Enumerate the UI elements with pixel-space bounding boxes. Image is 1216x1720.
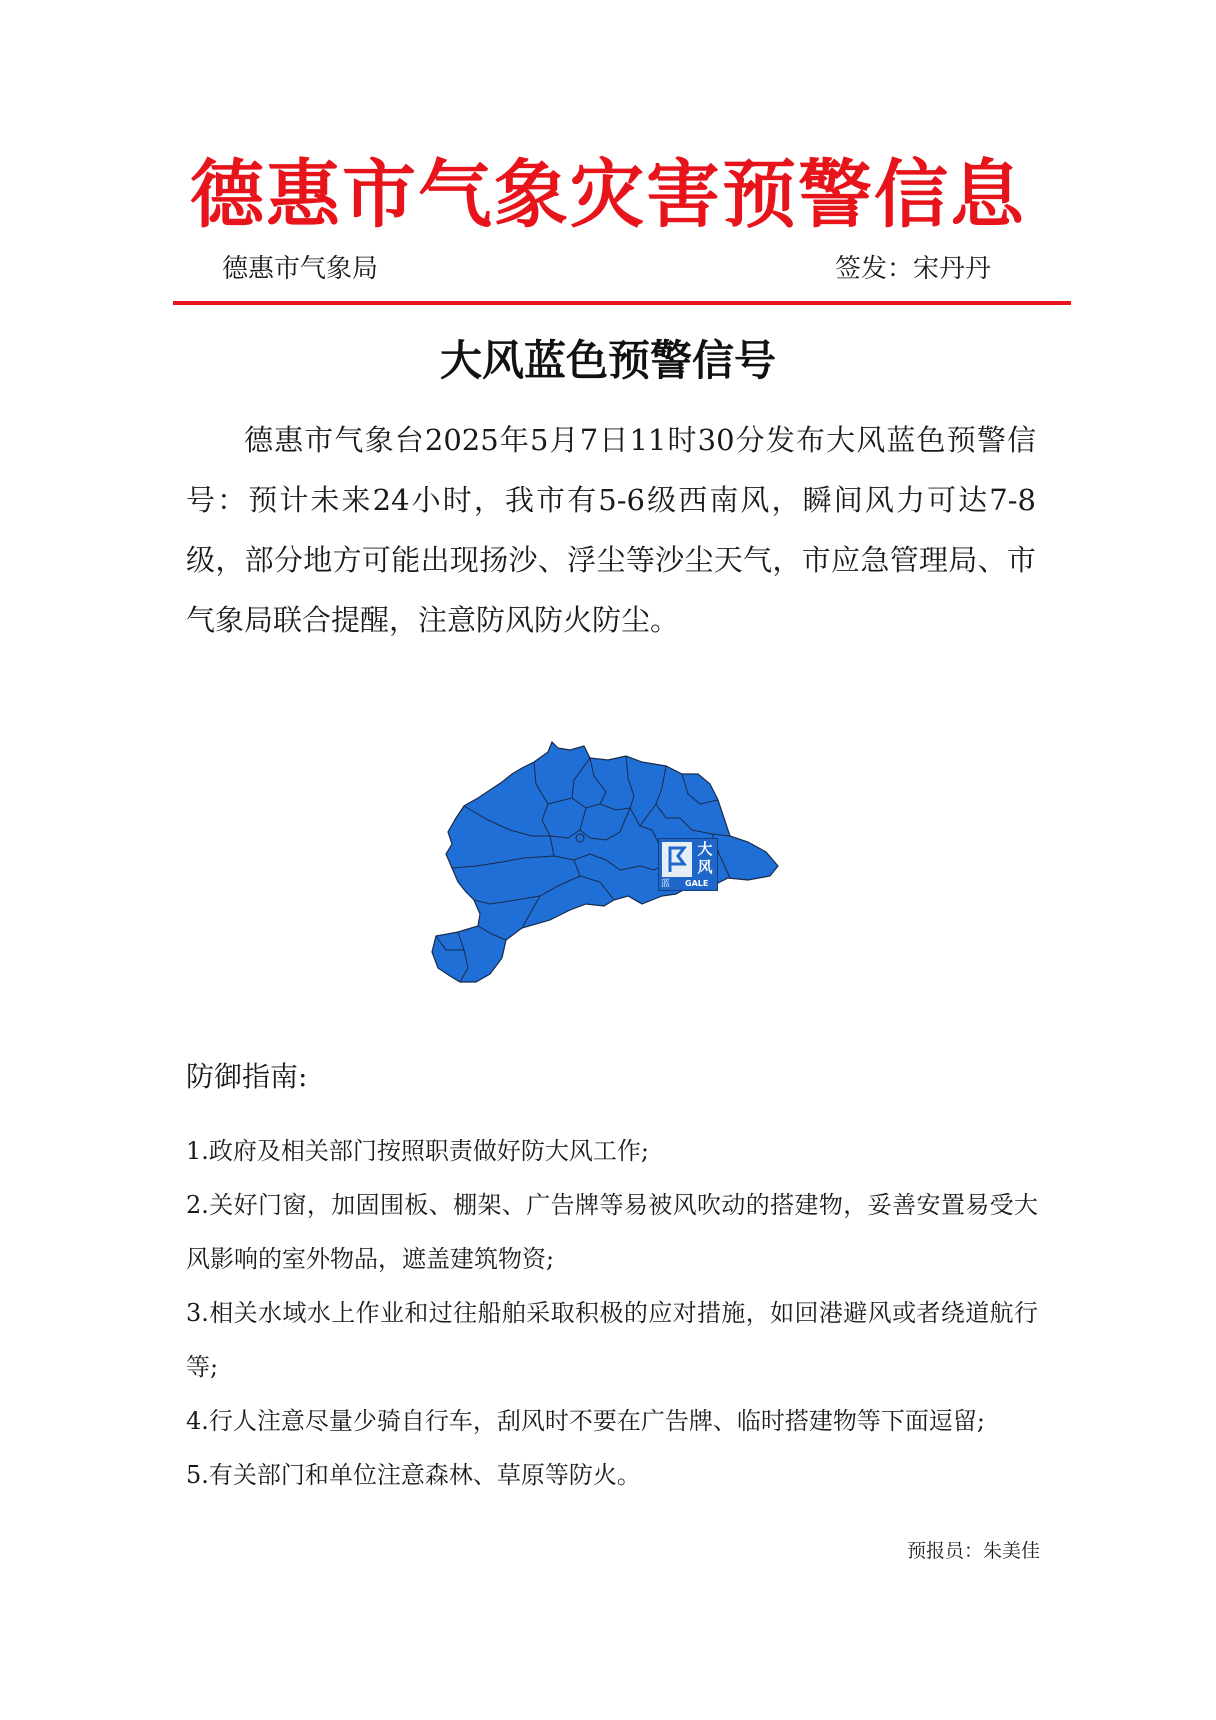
defense-guide-heading: 防御指南: xyxy=(186,1060,308,1093)
masthead xyxy=(0,150,1216,240)
guide-item: 1.政府及相关部门按照职责做好防大风工作; xyxy=(186,1137,649,1165)
forecaster-line: 预报员：朱美佳 xyxy=(907,1540,1041,1562)
gale-flag-icon xyxy=(662,842,692,877)
warning-body: 德惠市气象台2025年5月7日11时30分发布大风蓝色预警信号：预计未来24小时，我市有5-6级西南风，瞬间风力可达7-8级，部分地方可能出现扬沙、浮尘等沙尘天气，市应急管理局、市气象局联合提醒，注意防风防火防尘。 xyxy=(186,423,1036,637)
region-outline xyxy=(432,742,778,982)
gale-char-1: 大 xyxy=(697,840,713,858)
guide-item: 4.行人注意尽量少骑自行车，刮风时不要在广告牌、临时搭建物等下面逗留; xyxy=(186,1407,985,1435)
signer-line: 签发：宋丹丹 xyxy=(835,254,992,284)
gale-signal-badge xyxy=(658,838,718,891)
region-shape xyxy=(432,742,778,982)
warning-map xyxy=(430,700,850,1040)
guide-item: 2.关好门窗，加固围板、棚架、广告牌等易被风吹动的搭建物，妥善安置易受大风影响的室外物品，遮盖建筑物资; xyxy=(186,1191,1038,1273)
masthead-title: 德惠市气象灾害预警信息 xyxy=(190,152,1026,238)
document-title: 大风蓝色预警信号 xyxy=(439,336,776,385)
region-map-svg xyxy=(430,700,850,1040)
guide-item: 3.相关水域水上作业和过往船舶采取积极的应对措施，如回港避风或者绕道航行等; xyxy=(186,1299,1038,1381)
defense-guide-list xyxy=(186,1124,1038,1502)
gale-char-2: 风 xyxy=(697,858,713,876)
issuer-name: 德惠市气象局 xyxy=(222,254,379,284)
guide-item: 5.有关部门和单位注意森林、草原等防火。 xyxy=(186,1461,641,1489)
gale-level-label: 蓝 xyxy=(661,879,671,889)
gale-english-label: GALE xyxy=(685,879,709,888)
header-divider xyxy=(173,301,1071,305)
